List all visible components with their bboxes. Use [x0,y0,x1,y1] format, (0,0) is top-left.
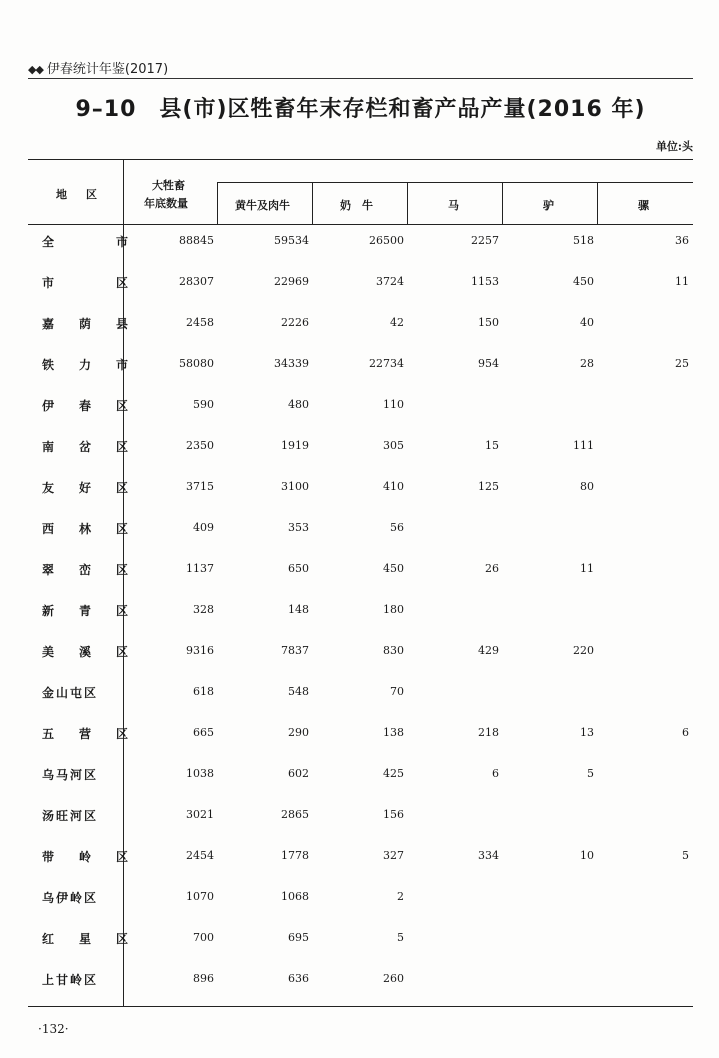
total-value: 328 [193,603,214,616]
dairy-value: 2 [397,890,404,903]
mule-value: 5 [682,849,689,862]
dairy-value: 260 [383,972,404,985]
region-name: 铁 力 市 [42,358,128,372]
region-name: 友 好 区 [42,481,128,495]
donkey-value: 10 [580,849,594,862]
table-row [28,602,693,622]
cattle-value: 290 [288,726,309,739]
horse-value: 954 [478,357,499,370]
horse-value: 26 [485,562,499,575]
dairy-value: 830 [383,644,404,657]
region-name: 南 岔 区 [42,440,128,454]
large-livestock-header-line2: 年底数量 [144,197,188,210]
cattle-value: 1068 [281,890,309,903]
book-title: 伊春统计年鉴(2017) [46,62,169,77]
region-name: 汤旺河区 [42,809,99,823]
cattle-value: 548 [288,685,309,698]
dairy-value: 425 [383,767,404,780]
donkey-header: 驴 [543,199,554,212]
total-value: 28307 [179,275,214,288]
total-value: 2454 [186,849,214,862]
donkey-value: 13 [580,726,594,739]
horse-value: 429 [478,644,499,657]
header-bottom-rule [28,224,693,225]
table-row [28,520,693,540]
col-divider-1 [217,182,218,225]
cattle-value: 3100 [281,480,309,493]
region-name: 新 青 区 [42,604,128,618]
data-table [28,159,693,1007]
total-value: 58080 [179,357,214,370]
page-number: ·132· [38,1022,69,1036]
donkey-value: 11 [580,562,594,575]
total-value: 409 [193,521,214,534]
subheader-top-rule [217,182,693,183]
running-header [28,58,168,77]
donkey-value: 518 [573,234,594,247]
total-value: 88845 [179,234,214,247]
total-value: 896 [193,972,214,985]
dairy-header: 奶 牛 [340,199,373,212]
horse-value: 2257 [471,234,499,247]
horse-header: 马 [448,199,459,212]
cattle-value: 650 [288,562,309,575]
table-row [28,684,693,704]
table-row [28,766,693,786]
region-name: 翠 峦 区 [42,563,128,577]
table-row [28,561,693,581]
total-value: 1070 [186,890,214,903]
dairy-value: 305 [383,439,404,452]
donkey-value: 80 [580,480,594,493]
donkey-value: 28 [580,357,594,370]
dairy-value: 3724 [376,275,404,288]
cattle-value: 602 [288,767,309,780]
dairy-value: 450 [383,562,404,575]
table-row [28,356,693,376]
cattle-header: 黄牛及肉牛 [235,199,290,212]
dairy-value: 410 [383,480,404,493]
total-value: 2350 [186,439,214,452]
dairy-value: 138 [383,726,404,739]
table-row [28,315,693,335]
dairy-value: 42 [390,316,404,329]
mule-header: 骡 [638,199,649,212]
dairy-value: 5 [397,931,404,944]
table-row [28,971,693,991]
table-row [28,479,693,499]
col-divider-4 [502,182,503,225]
col-divider-2 [312,182,313,225]
col-divider-5 [597,182,598,225]
cattle-value: 148 [288,603,309,616]
region-name: 红 星 区 [42,932,128,946]
total-value: 1137 [186,562,214,575]
horse-value: 6 [492,767,499,780]
total-value: 1038 [186,767,214,780]
dairy-value: 180 [383,603,404,616]
col-divider-3 [407,182,408,225]
donkey-value: 220 [573,644,594,657]
table-top-rule [28,159,693,160]
table-row [28,725,693,745]
mule-value: 25 [675,357,689,370]
horse-value: 15 [485,439,499,452]
table-row [28,643,693,663]
dairy-value: 22734 [369,357,404,370]
total-value: 665 [193,726,214,739]
table-row [28,397,693,417]
diamond-bullets-icon: ◆◆ [28,63,43,76]
dairy-value: 70 [390,685,404,698]
cattle-value: 2865 [281,808,309,821]
cattle-value: 480 [288,398,309,411]
dairy-value: 327 [383,849,404,862]
header-rule [28,78,693,79]
donkey-value: 5 [587,767,594,780]
table-row [28,233,693,253]
table-row [28,438,693,458]
cattle-value: 34339 [274,357,309,370]
table-row [28,807,693,827]
donkey-value: 450 [573,275,594,288]
cattle-value: 1778 [281,849,309,862]
cattle-value: 695 [288,931,309,944]
cattle-value: 59534 [274,234,309,247]
region-name: 美 溪 区 [42,645,128,659]
horse-value: 150 [478,316,499,329]
donkey-value: 111 [573,439,594,452]
total-value: 590 [193,398,214,411]
horse-value: 218 [478,726,499,739]
cattle-value: 7837 [281,644,309,657]
region-name: 全 市 [42,235,128,249]
total-value: 3715 [186,480,214,493]
region-name: 五 营 区 [42,727,128,741]
large-livestock-header-line1: 大牲畜 [152,179,185,192]
total-value: 618 [193,685,214,698]
dairy-value: 156 [383,808,404,821]
horse-value: 1153 [471,275,499,288]
cattle-value: 636 [288,972,309,985]
horse-value: 125 [478,480,499,493]
dairy-value: 26500 [369,234,404,247]
cattle-value: 22969 [274,275,309,288]
region-name: 金山屯区 [42,686,99,700]
dairy-value: 56 [390,521,404,534]
table-title: 9–10 县(市)区牲畜年末存栏和畜产品产量(2016 年) [75,97,646,122]
unit-label: 单位:头 [655,140,693,153]
region-name: 乌马河区 [42,768,99,782]
region-name: 嘉 荫 县 [42,317,128,331]
region-name: 上甘岭区 [42,973,99,987]
total-value: 9316 [186,644,214,657]
table-row [28,274,693,294]
cattle-value: 353 [288,521,309,534]
total-value: 700 [193,931,214,944]
region-header: 地 区 [56,188,101,201]
table-bottom-rule [28,1006,693,1007]
cattle-value: 2226 [281,316,309,329]
region-name: 伊 春 区 [42,399,128,413]
table-row [28,889,693,909]
donkey-value: 40 [580,316,594,329]
table-row [28,848,693,868]
dairy-value: 110 [383,398,404,411]
region-name: 乌伊岭区 [42,891,99,905]
mule-value: 36 [675,234,689,247]
table-row [28,930,693,950]
region-name: 带 岭 区 [42,850,128,864]
region-name: 西 林 区 [42,522,128,536]
mule-value: 6 [682,726,689,739]
region-name: 市 区 [42,276,128,290]
mule-value: 11 [675,275,689,288]
total-value: 2458 [186,316,214,329]
total-value: 3021 [186,808,214,821]
cattle-value: 1919 [281,439,309,452]
horse-value: 334 [478,849,499,862]
